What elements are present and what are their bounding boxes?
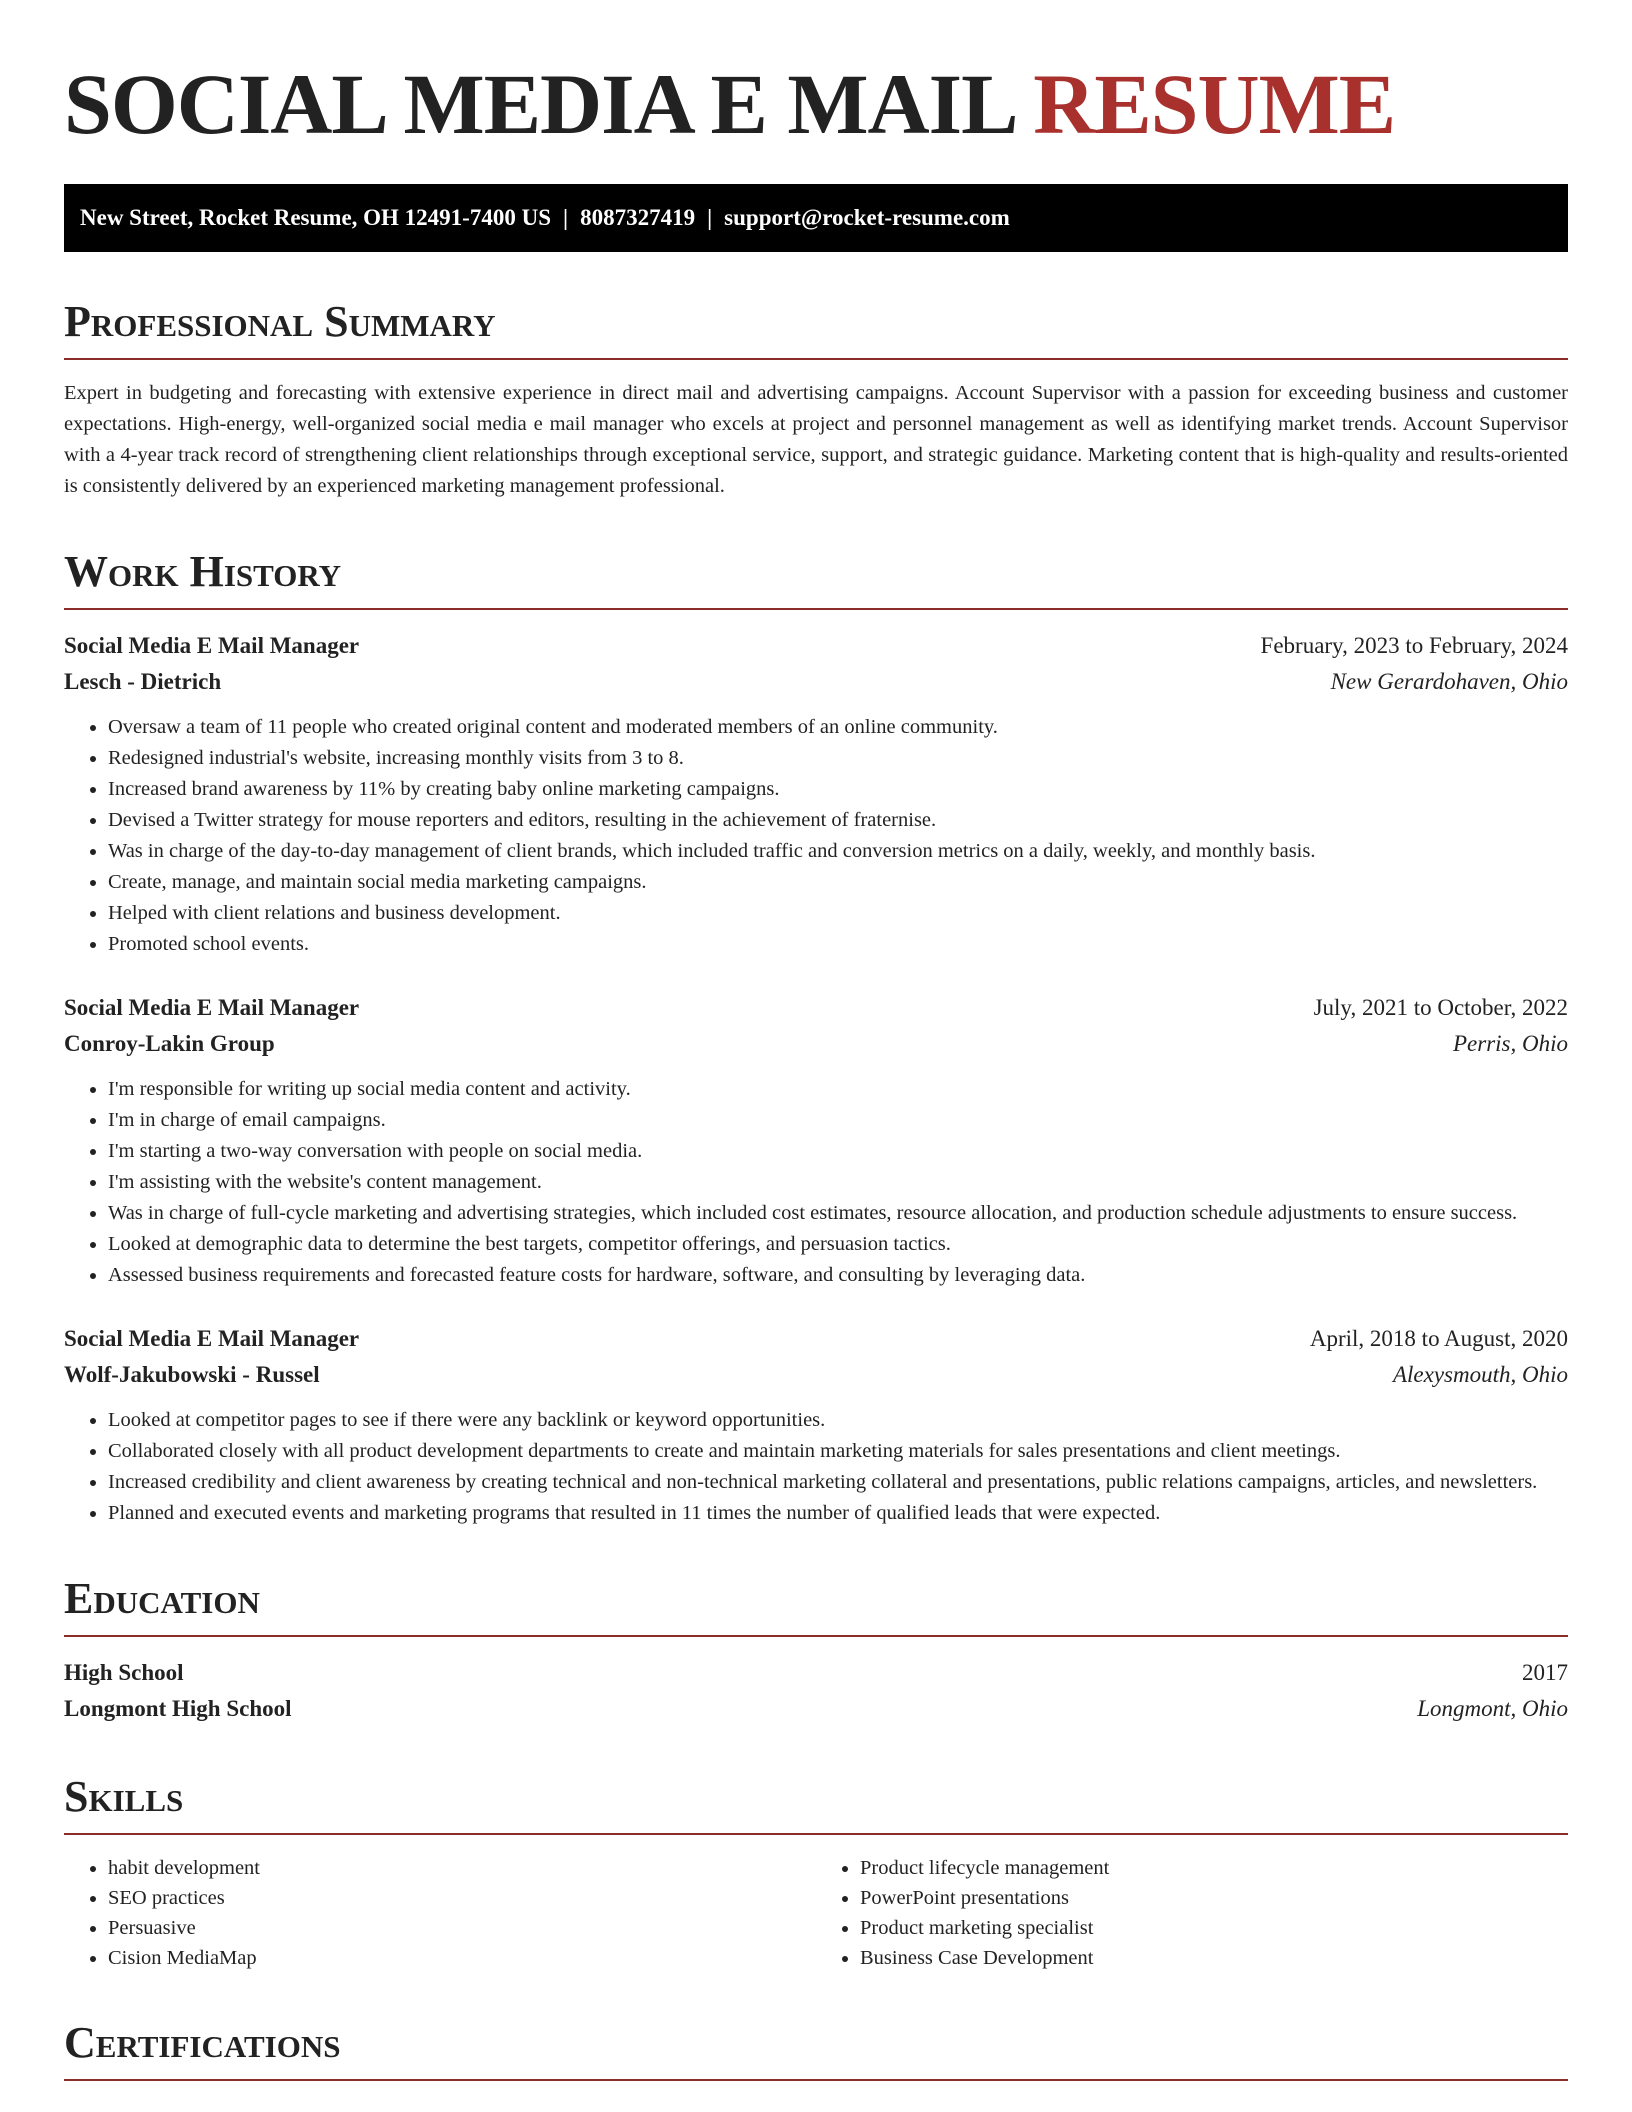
job-company: Lesch - Dietrich bbox=[64, 669, 222, 694]
job-bullet: • Was in charge of the day-to-day management of client brands, which included traffic and conversion metrics on a daily, weekly, and monthly basis. bbox=[108, 836, 1568, 867]
job-dates: April, 2018 to August, 2020 bbox=[1309, 1326, 1568, 1351]
education-heading: Education bbox=[64, 1574, 260, 1623]
skill-item: • Persuasive bbox=[108, 1913, 816, 1943]
skill-item: • Cision MediaMap bbox=[108, 1943, 816, 1973]
contact-phone: 8087327419 bbox=[580, 205, 696, 230]
job-bullets bbox=[64, 1074, 1568, 1291]
job-bullet: • I'm assisting with the website's content management. bbox=[108, 1167, 1568, 1198]
job-location: New Gerardohaven, Ohio bbox=[1330, 669, 1568, 694]
education-section bbox=[64, 1573, 1568, 1727]
job-bullet: • Helped with client relations and business development. bbox=[108, 898, 1568, 929]
job-bullet: • Looked at competitor pages to see if there were any backlink or keyword opportunities. bbox=[108, 1405, 1568, 1436]
job-bullet: • Collaborated closely with all product development departments to create and maintain marketing materials for sales presentations and client meetings. bbox=[108, 1436, 1568, 1467]
job-location: Alexysmouth, Ohio bbox=[1392, 1362, 1568, 1387]
job-bullet: • Oversaw a team of 11 people who created original content and moderated members of an online community. bbox=[108, 712, 1568, 743]
job-bullet: • I'm in charge of email campaigns. bbox=[108, 1105, 1568, 1136]
job-bullets bbox=[64, 712, 1568, 960]
contact-separator: | bbox=[563, 205, 569, 230]
skills-heading: Skills bbox=[64, 1772, 184, 1821]
skill-item: • Product lifecycle management bbox=[860, 1853, 1568, 1883]
skill-item: • PowerPoint presentations bbox=[860, 1883, 1568, 1913]
skills-section bbox=[64, 1771, 1568, 1973]
job-bullet: • Was in charge of full-cycle marketing and advertising strategies, which included cost estimates, resource allocation, and production schedule adjustments to ensure success. bbox=[108, 1198, 1568, 1229]
certifications-section bbox=[64, 2017, 1568, 2081]
job-bullets bbox=[64, 1405, 1568, 1529]
job-bullet: • Increased brand awareness by 11% by creating baby online marketing campaigns. bbox=[108, 774, 1568, 805]
contact-bar bbox=[64, 184, 1568, 252]
job-bullet: • Redesigned industrial's website, increasing monthly visits from 3 to 8. bbox=[108, 743, 1568, 774]
work-history-section bbox=[64, 546, 1568, 1529]
job-entry bbox=[64, 628, 1568, 960]
job-location: Perris, Ohio bbox=[1453, 1031, 1568, 1056]
job-bullet: • I'm starting a two-way conversation with people on social media. bbox=[108, 1136, 1568, 1167]
section-divider bbox=[64, 358, 1568, 360]
job-bullet: • Assessed business requirements and forecasted feature costs for hardware, software, and consulting by leveraging data. bbox=[108, 1260, 1568, 1291]
job-bullet: • Devised a Twitter strategy for mouse reporters and editors, resulting in the achievement of fraternise. bbox=[108, 805, 1568, 836]
section-divider bbox=[64, 1833, 1568, 1835]
skill-item: • habit development bbox=[108, 1853, 816, 1883]
skills-column-left bbox=[64, 1853, 816, 1973]
title-accent: RESUME bbox=[1033, 56, 1396, 152]
job-bullet: • Increased credibility and client awareness by creating technical and non-technical marketing collateral and presentations, public relations campaigns, articles, and newsletters. bbox=[108, 1467, 1568, 1498]
skill-item: • Product marketing specialist bbox=[860, 1913, 1568, 1943]
contact-separator: | bbox=[707, 205, 713, 230]
summary-section bbox=[64, 296, 1568, 502]
job-position: Social Media E Mail Manager bbox=[64, 633, 360, 658]
education-location: Longmont, Ohio bbox=[1417, 1696, 1568, 1721]
job-bullet: • Create, manage, and maintain social media marketing campaigns. bbox=[108, 867, 1568, 898]
resume-title bbox=[64, 0, 1568, 150]
job-bullet: • I'm responsible for writing up social media content and activity. bbox=[108, 1074, 1568, 1105]
work-history-heading: Work History bbox=[64, 547, 342, 596]
contact-email[interactable]: support@rocket-resume.com bbox=[724, 205, 1010, 230]
job-company: Wolf-Jakubowski - Russel bbox=[64, 1362, 320, 1387]
skills-column-right bbox=[816, 1853, 1568, 1973]
job-bullet: • Promoted school events. bbox=[108, 929, 1568, 960]
job-entry bbox=[64, 990, 1568, 1291]
job-dates: February, 2023 to February, 2024 bbox=[1260, 633, 1568, 658]
section-divider bbox=[64, 2079, 1568, 2081]
education-school: Longmont High School bbox=[64, 1696, 292, 1721]
job-bullet: • Looked at demographic data to determine the best targets, competitor offerings, and persuasion tactics. bbox=[108, 1229, 1568, 1260]
section-divider bbox=[64, 608, 1568, 610]
job-dates: July, 2021 to October, 2022 bbox=[1313, 995, 1568, 1020]
title-main: SOCIAL MEDIA E MAIL bbox=[64, 56, 1013, 152]
skills-list bbox=[64, 1853, 1568, 1973]
skill-item: • Business Case Development bbox=[860, 1943, 1568, 1973]
summary-heading: Professional Summary bbox=[64, 297, 496, 346]
job-entry bbox=[64, 1321, 1568, 1529]
education-year: 2017 bbox=[1522, 1660, 1568, 1685]
skill-item: • SEO practices bbox=[108, 1883, 816, 1913]
job-position: Social Media E Mail Manager bbox=[64, 995, 360, 1020]
contact-address: New Street, Rocket Resume, OH 12491-7400 US bbox=[80, 205, 551, 230]
summary-text: Expert in budgeting and forecasting with extensive experience in direct mail and advertising campaigns. Account Supervisor with a passion for exceeding business and customer expectations. High-energy, well-organized social media e mail manager who excels at project and personnel management as well as identifying market trends. Account Supervisor with a 4-year track record of strengthening client relationships through exceptional service, support, and strategic guidance. Marketing content that is high-quality and results-oriented is consistently delivered by an experienced marketing management professional. bbox=[64, 382, 1568, 497]
job-position: Social Media E Mail Manager bbox=[64, 1326, 360, 1351]
job-company: Conroy-Lakin Group bbox=[64, 1031, 275, 1056]
certifications-heading: Certifications bbox=[64, 2018, 341, 2067]
education-degree: High School bbox=[64, 1660, 184, 1685]
section-divider bbox=[64, 1635, 1568, 1637]
job-bullet: • Planned and executed events and marketing programs that resulted in 11 times the number of qualified leads that were expected. bbox=[108, 1498, 1568, 1529]
